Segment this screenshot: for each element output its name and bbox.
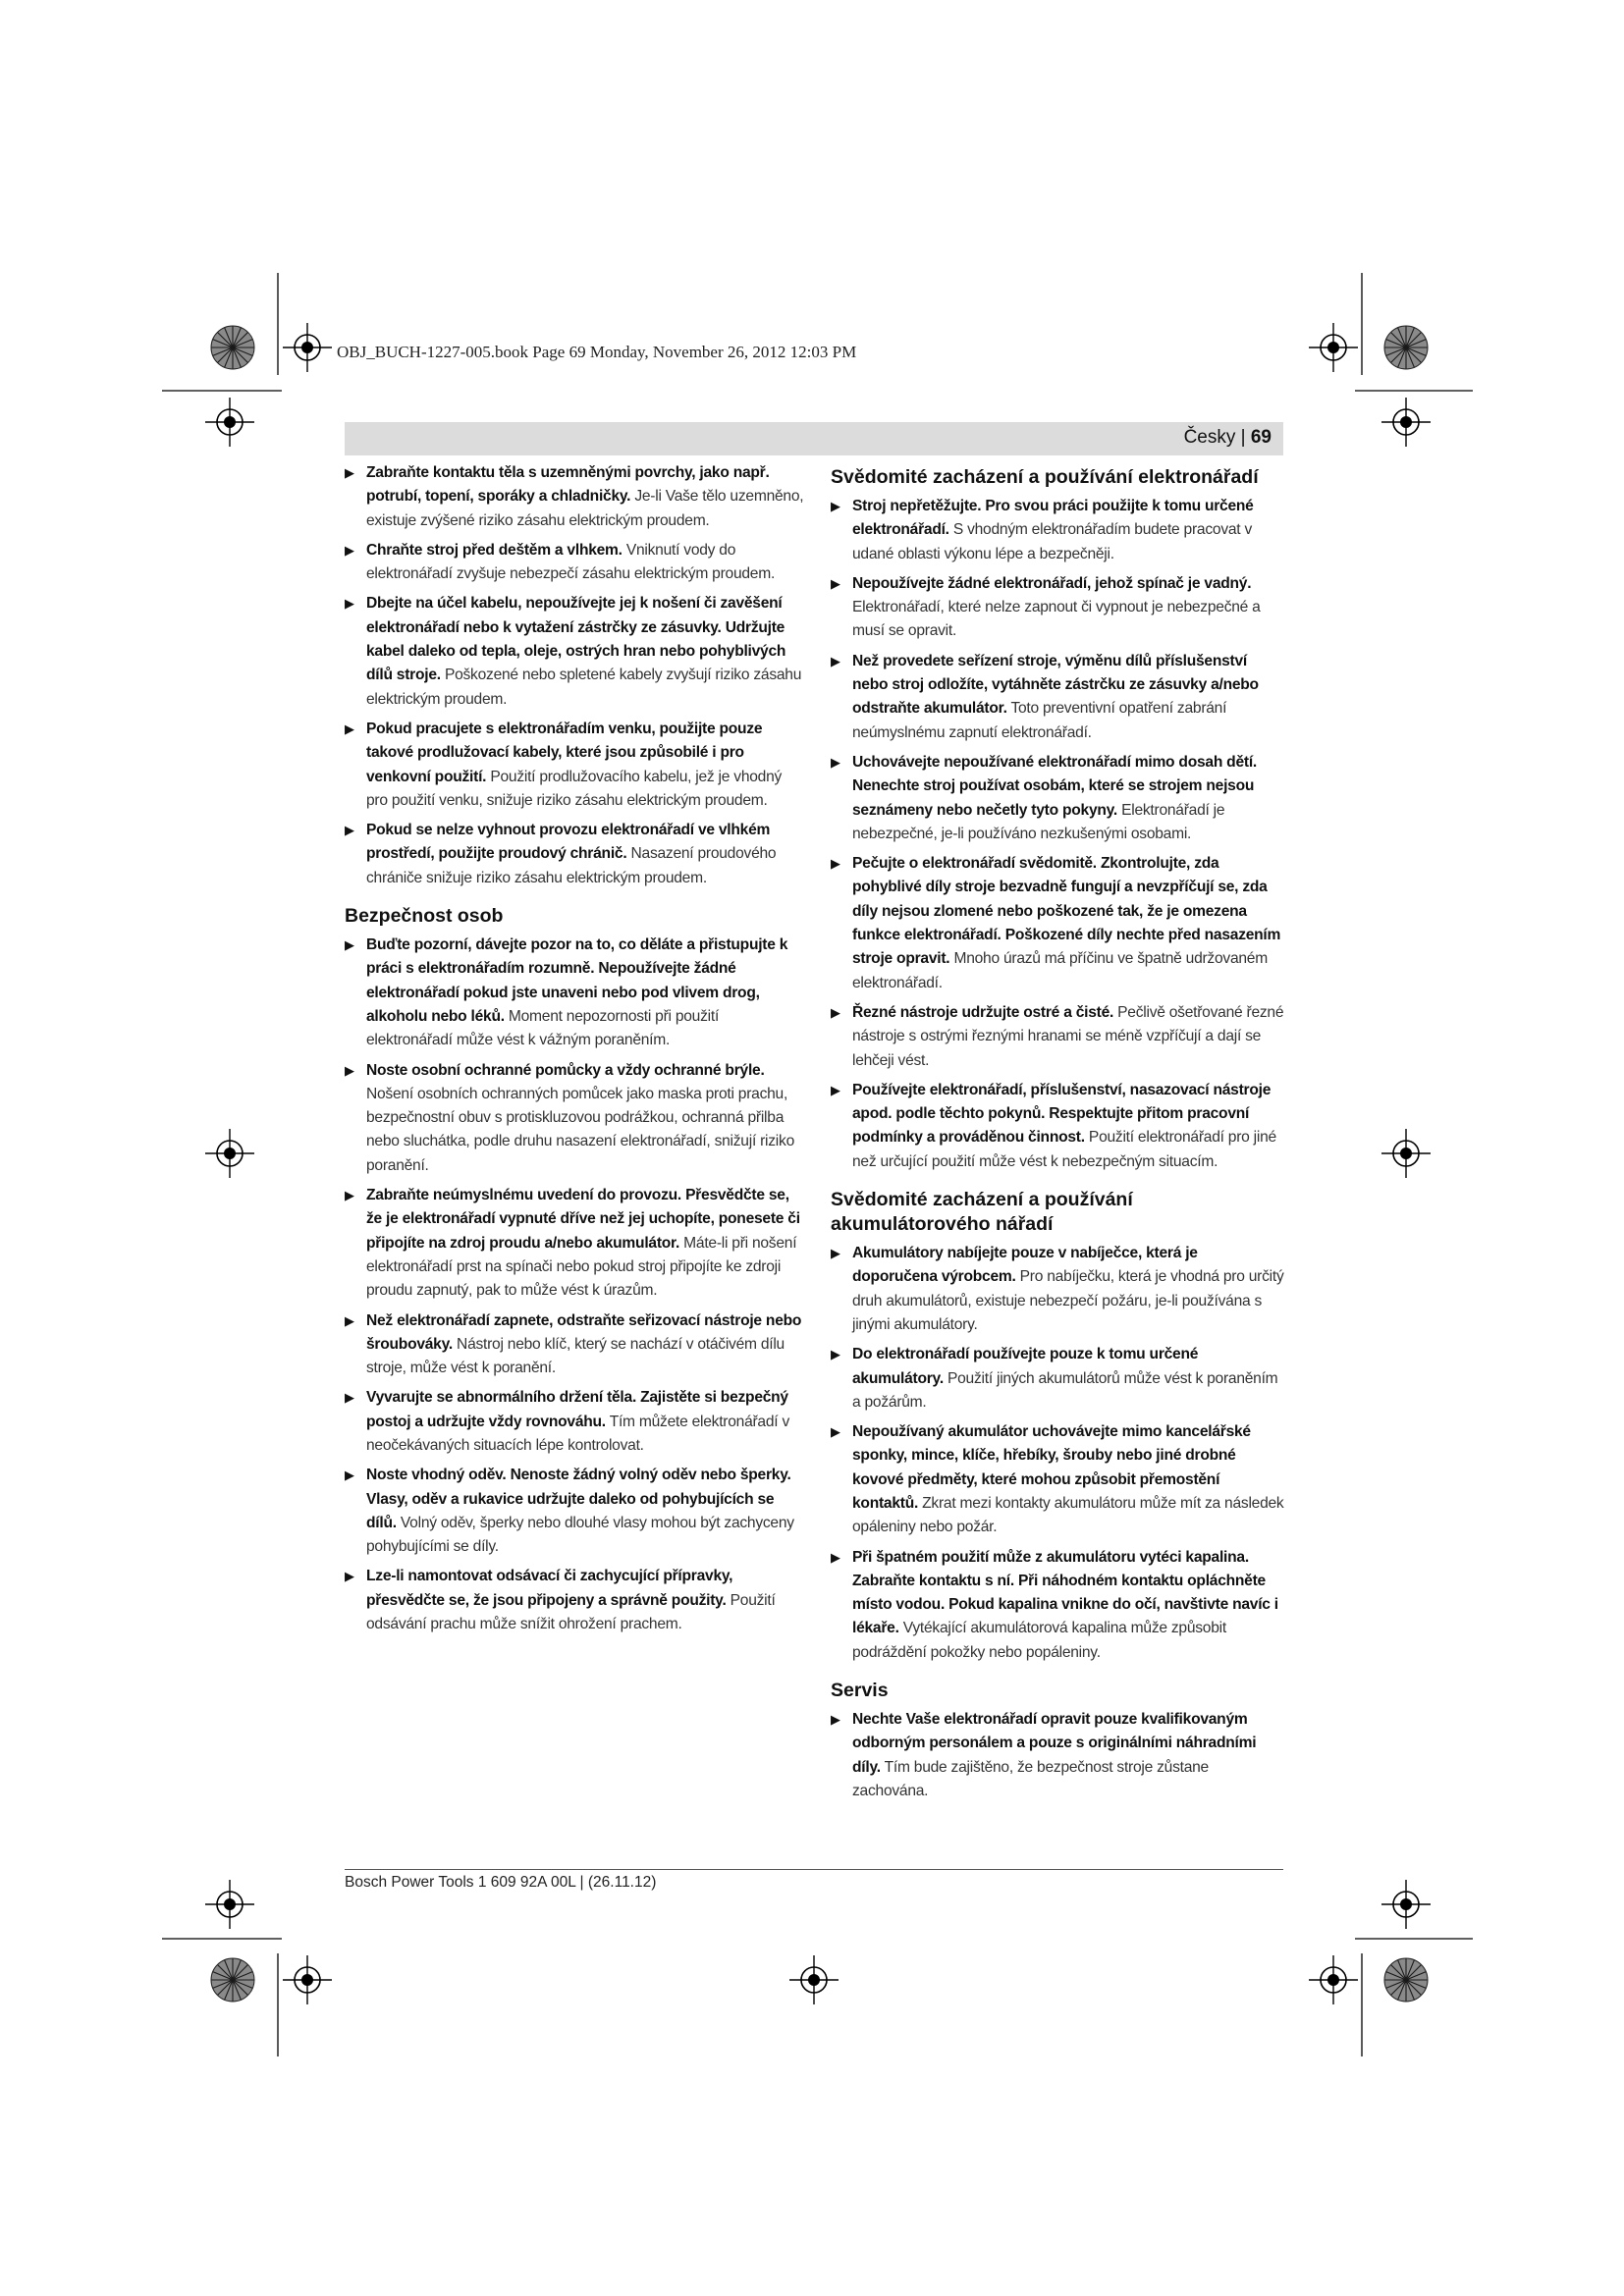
section-heading-personal-safety: Bezpečnost osob [345, 905, 504, 928]
bullet-arrow-icon: ▶ [345, 937, 354, 953]
registration-mark-top-left [283, 323, 332, 372]
instruction-text: Použití elektronářadí pro jiné než určující použití může vést k nebezpečným situacím. [852, 1129, 1276, 1170]
instruction-bold: Akumulátory nabíjejte pouze v nabíječce, která je doporučena výrobcem. [852, 1245, 1198, 1286]
instruction-text: S vhodným elektronářadím budete pracovat v udané oblasti výkonu lépe a bezpečněji. [852, 521, 1252, 562]
list-item [831, 1343, 1284, 1415]
list-item [831, 1242, 1284, 1337]
list-item [831, 1546, 1284, 1665]
electrical-safety-list [345, 461, 806, 890]
power-tool-use-list [831, 495, 1284, 1174]
starburst-bottom-left [211, 1958, 254, 2002]
instruction-bold: Lze-li namontovat odsávací či zachycující přípravky, přesvědčte se, že jsou připojeny a správně použity. [366, 1568, 733, 1609]
instruction-bold: Nepoužívejte žádné elektronářadí, jehož spínač je vadný. [852, 574, 1252, 592]
instruction-bold: Pečujte o elektronářadí svědomitě. Zkontrolujte, zda pohyblivé díly stroje bezvadně fungují a nevzpříčují se, zda díly nejsou zlomené nebo poškozené tak, že je omezena funkce elektronářadí. Poškozené díly nechte před nasazením stroje opravit. [852, 855, 1281, 968]
list-item [345, 1565, 806, 1636]
section-heading-service: Servis [831, 1680, 889, 1702]
bullet-arrow-icon: ▶ [345, 542, 354, 558]
instruction-text: Elektronářadí, které nelze zapnout či vypnout je nebezpečné a musí se opravit. [852, 599, 1261, 640]
instruction-text: Použití prodlužovacího kabelu, jež je vhodný pro použití venku, snižuje riziko zásahu elektrickým proudem. [366, 768, 783, 809]
list-item [831, 852, 1284, 995]
list-item [345, 461, 806, 533]
list-item [345, 539, 806, 587]
instruction-text: Vytékající akumulátorová kapalina může způsobit podráždění pokožky nebo popáleniny. [852, 1620, 1226, 1661]
instruction-text: Toto preventivní opatření zabrání neúmyslnému zapnutí elektronářadí. [852, 700, 1227, 741]
registration-mark-right-upper [1381, 398, 1431, 447]
print-slug-line: OBJ_BUCH-1227-005.book Page 69 Monday, November 26, 2012 12:03 PM [337, 343, 857, 361]
registration-mark-top-right [1309, 323, 1358, 372]
list-item [831, 1708, 1284, 1803]
instruction-bold: Zabraňte kontaktu těla s uzemněnými povrchy, jako např. potrubí, topení, sporáky a chladničky. [366, 464, 770, 506]
bullet-arrow-icon: ▶ [831, 1424, 840, 1440]
bullet-arrow-icon: ▶ [345, 721, 354, 736]
instruction-text: Použití odsávání prachu může snížit ohrožení prachem. [366, 1591, 776, 1633]
instruction-text: Pečlivě ošetřované řezné nástroje s ostrými řeznými hranami se méně vzpříčují a dají se lehčeji vést. [852, 1003, 1284, 1069]
instruction-bold: Nepoužívaný akumulátor uchovávejte mimo kancelářské sponky, mince, klíče, hřebíky, šrouby nebo jiné drobné kovové předměty, které mohou způsobit přemostění kontaktů. [852, 1423, 1251, 1512]
instruction-text: Nasazení proudového chrániče snižuje riziko zásahu elektrickým proudem. [366, 845, 777, 886]
battery-tool-use-list [831, 1242, 1284, 1665]
bullet-arrow-icon: ▶ [345, 1468, 354, 1483]
personal-safety-list [345, 934, 806, 1636]
instruction-bold: Zabraňte neúmyslnému uvedení do provozu. Přesvědčte se, že je elektronářadí vypnuté dříve než jej uchopíte, ponesete či připojíte na zdroj proudu a/nebo akumulátor. [366, 1187, 800, 1252]
instruction-bold: Noste vhodný oděv. Nenoste žádný volný oděv nebo šperky. Vlasy, oděv a rukavice udržujte daleko od pohybujících se dílů. [366, 1467, 791, 1531]
instruction-text: Nástroj nebo klíč, který se nachází v otáčivém dílu stroje, může vést k poranění. [366, 1335, 785, 1377]
instruction-bold: Používejte elektronářadí, příslušenství, nasazovací nástroje apod. podle těchto pokynů. Respektujte přitom pracovní podmínky a prováděnou činnost. [852, 1081, 1272, 1147]
instruction-bold: Stroj nepřetěžujte. Pro svou práci použijte k tomu určené elektronářadí. [852, 498, 1254, 539]
instruction-bold: Noste osobní ochranné pomůcky a vždy ochranné brýle. [366, 1061, 765, 1079]
instruction-bold: Buďte pozorní, dávejte pozor na to, co děláte a přistupujte k práci s elektronářadím rozumně. Nepoužívejte žádné elektronářadí pokud jste unaveni nebo pod vlivem drog, alkoholu nebo léků. [366, 936, 788, 1025]
registration-mark-bottom-right [1309, 1955, 1358, 2004]
list-item [345, 819, 806, 890]
bullet-arrow-icon: ▶ [345, 823, 354, 838]
registration-mark-left-upper [205, 398, 254, 447]
instruction-bold: Než provedete seřízení stroje, výměnu dílů příslušenství nebo stroj odložíte, vytáhněte zástrčku ze zásuvky a/nebo odstraňte akumulátor. [852, 652, 1259, 718]
instruction-bold: Řezné nástroje udržujte ostré a čisté. [852, 1003, 1114, 1021]
list-item [345, 1309, 806, 1381]
running-head-separator: | [1235, 427, 1251, 448]
bullet-arrow-icon: ▶ [831, 1712, 840, 1728]
instruction-text: Je-li Vaše tělo uzemněno, existuje zvýšené riziko zásahu elektrickým proudem. [366, 488, 804, 529]
registration-mark-left-lower [205, 1880, 254, 1929]
registration-mark-right-middle [1381, 1129, 1431, 1178]
bullet-arrow-icon: ▶ [345, 1390, 354, 1406]
bullet-arrow-icon: ▶ [831, 1004, 840, 1020]
instruction-text: Poškozené nebo spletené kabely zvyšují riziko zásahu elektrickým proudem. [366, 667, 802, 708]
section-heading-power-tool-use: Svědomité zacházení a používání elektronářadí [831, 466, 1259, 488]
list-item [831, 495, 1284, 566]
instruction-text: Použití jiných akumulátorů může vést k poraněním a požárům. [852, 1369, 1278, 1411]
running-head-language: Česky [1183, 427, 1236, 448]
starburst-top-left [211, 326, 254, 369]
instruction-text: Tím můžete elektronářadí v neočekávaných situacích lépe kontrolovat. [366, 1413, 789, 1454]
list-item [345, 934, 806, 1052]
list-item [345, 1464, 806, 1559]
instruction-text: Moment nepozornosti při použití elektronářadí může vést k vážným poraněním. [366, 1007, 720, 1049]
instruction-bold: Uchovávejte nepoužívané elektronářadí mimo dosah dětí. Nenechte stroj používat osobám, které se strojem nejsou seznámeny nebo nečetly tyto pokyny. [852, 753, 1257, 819]
instruction-text: Mnoho úrazů má příčinu ve špatně udržovaném elektronářadí. [852, 950, 1268, 991]
starburst-bottom-right [1384, 1958, 1428, 2002]
footer-rule [345, 1869, 1283, 1870]
footer-text: Bosch Power Tools 1 609 92A 00L | (26.11.12) [345, 1874, 657, 1891]
instruction-text: Pro nabíječku, která je vhodná pro určitý druh akumulátorů, existuje nebezpečí požáru, je-li používána s jinými akumulátory. [852, 1268, 1284, 1333]
list-item [345, 592, 806, 711]
list-item [831, 572, 1284, 644]
registration-mark-right-lower [1381, 1880, 1431, 1929]
instruction-bold: Do elektronářadí používejte pouze k tomu určené akumulátory. [852, 1346, 1199, 1387]
bullet-arrow-icon: ▶ [831, 575, 840, 591]
instruction-bold: Pokud se nelze vyhnout provozu elektronářadí ve vlhkém prostředí, použijte proudový chránič. [366, 822, 771, 863]
instruction-text: Tím bude zajištěno, že bezpečnost stroje zůstane zachována. [852, 1758, 1209, 1799]
instruction-text: Vniknutí vody do elektronářadí zvyšuje nebezpečí zásahu elektrickým proudem. [366, 541, 776, 583]
instruction-bold: Než elektronářadí zapnete, odstraňte seřizovací nástroje nebo šroubováky. [366, 1311, 802, 1353]
list-item [831, 650, 1284, 745]
page-number: 69 [1250, 427, 1272, 448]
instruction-text: Nošení osobních ochranných pomůcek jako maska proti prachu, bezpečnostní obuv s protiskluzovou podrážkou, ochranná přilba nebo sluchátka, podle druhu nasazení elektronářadí, snižují riziko poranění. [366, 1085, 794, 1174]
bullet-arrow-icon: ▶ [345, 1188, 354, 1203]
section-heading-battery-tool-use: Svědomité zacházení a používání akumulátorového nářadí [831, 1189, 1133, 1236]
instruction-bold: Pokud pracujete s elektronářadím venku, použijte pouze takové prodlužovací kabely, které jsou způsobilé i pro venkovní použití. [366, 720, 763, 785]
instruction-bold: Nechte Vaše elektronářadí opravit pouze kvalifikovaným odborným personálem a pouze s originálními náhradními díly. [852, 1711, 1257, 1776]
instruction-text: Elektronářadí je nebezpečné, je-li používáno nezkušenými osobami. [852, 801, 1225, 842]
bullet-arrow-icon: ▶ [831, 856, 840, 872]
bullet-arrow-icon: ▶ [831, 1347, 840, 1362]
list-item [831, 1001, 1284, 1073]
instruction-bold: Při špatném použití může z akumulátoru vytéci kapalina. Zabraňte kontaktu s ní. Při náhodném kontaktu opláchněte místo vodou. Pokud kapalina vnikne do očí, navštivte navíc i lékaře. [852, 1548, 1278, 1637]
bullet-arrow-icon: ▶ [345, 1062, 354, 1078]
running-head-band [345, 422, 1283, 455]
bullet-arrow-icon: ▶ [345, 596, 354, 612]
list-item [831, 1420, 1284, 1539]
bullet-arrow-icon: ▶ [345, 1312, 354, 1328]
bullet-arrow-icon: ▶ [831, 1082, 840, 1097]
instruction-text: Máte-li při nošení elektronářadí prst na spínači nebo pokud stroj připojíte ke zdroji proudu zapnutý, pak to může vést k úrazům. [366, 1234, 797, 1300]
list-item [345, 1059, 806, 1178]
registration-mark-left-middle [205, 1129, 254, 1178]
left-column [345, 461, 806, 1642]
list-item [345, 1386, 806, 1458]
service-list [831, 1708, 1284, 1803]
running-head [1184, 427, 1272, 449]
registration-mark-bottom-center [789, 1955, 839, 2004]
list-item [345, 718, 806, 813]
bullet-arrow-icon: ▶ [831, 754, 840, 770]
instruction-bold: Vyvarujte se abnormálního držení těla. Zajistěte si bezpečný postoj a udržujte vždy rovnováhu. [366, 1389, 788, 1430]
instruction-text: Zkrat mezi kontakty akumulátoru může mít za následek opáleniny nebo požár. [852, 1494, 1284, 1536]
instruction-text: Volný oděv, šperky nebo dlouhé vlasy mohou být zachyceny pohybujícími se díly. [366, 1514, 794, 1556]
registration-mark-bottom-left [283, 1955, 332, 2004]
bullet-arrow-icon: ▶ [345, 1569, 354, 1584]
starburst-top-right [1384, 326, 1428, 369]
instruction-bold: Chraňte stroj před deštěm a vlhkem. [366, 541, 623, 559]
bullet-arrow-icon: ▶ [831, 1246, 840, 1261]
list-item [831, 751, 1284, 846]
list-item [345, 1184, 806, 1303]
bullet-arrow-icon: ▶ [345, 465, 354, 480]
right-column [831, 461, 1284, 1809]
bullet-arrow-icon: ▶ [831, 1549, 840, 1565]
list-item [831, 1079, 1284, 1174]
bullet-arrow-icon: ▶ [831, 653, 840, 668]
bullet-arrow-icon: ▶ [831, 499, 840, 513]
instruction-bold: Dbejte na účel kabelu, nepoužívejte jej k nošení či zavěšení elektronářadí nebo k vytažení zástrčky ze zásuvky. Udržujte kabel daleko od tepla, oleje, ostrých hran nebo pohyblivých dílů stroje. [366, 595, 786, 684]
